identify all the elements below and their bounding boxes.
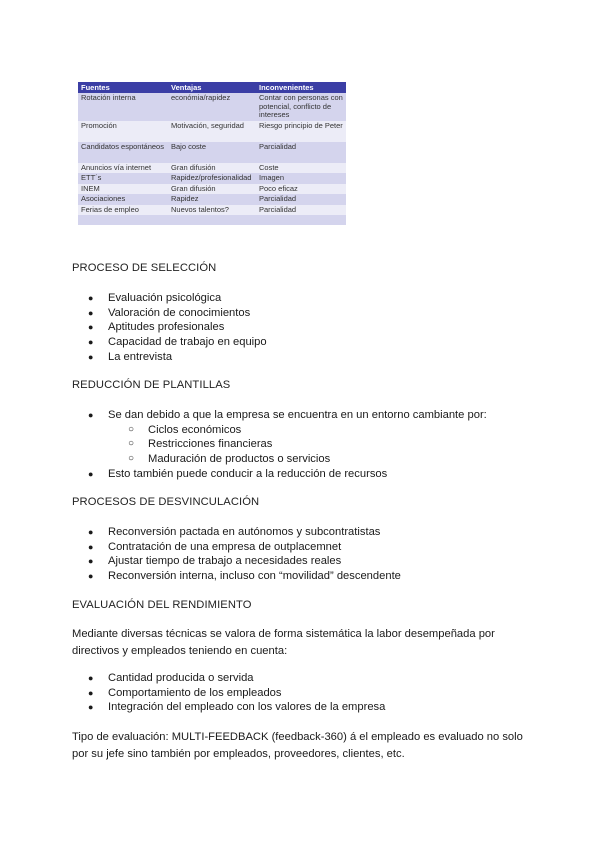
list-item	[88, 700, 385, 715]
table-cell: Contar con personas con potencial, conflicto de intereses	[256, 93, 346, 121]
table-cell: Candidatos espontáneos	[78, 142, 168, 163]
sublist-item	[128, 423, 487, 438]
list-item-text: Reconversión interna, incluso con “movilidad” descendente	[108, 570, 401, 583]
list-item-text: Capacidad de trabajo en equipo	[108, 336, 267, 349]
table-row	[78, 215, 346, 225]
list-item	[88, 540, 401, 555]
bullet-icon: ●	[88, 687, 94, 698]
list-item-text: Ciclos económicos	[148, 423, 242, 436]
bullet-icon: ●	[88, 702, 94, 713]
table-row	[78, 194, 346, 205]
list-item	[88, 467, 487, 482]
list-item	[88, 291, 267, 306]
list-item-text: Ajustar tiempo de trabajo a necesidades reales	[108, 555, 342, 568]
table-cell	[168, 215, 256, 225]
evaluacion-intro-paragraph: Mediante diversas técnicas se valora de forma sistemática la labor desempeñada por directivos y empleados teniendo en cuenta:	[72, 628, 495, 657]
list-item	[88, 320, 267, 335]
list-item-text: Reconversión pactada en autónomos y subcontratistas	[108, 526, 381, 538]
desvinculacion-list	[88, 525, 401, 584]
table-cell: Imagen	[256, 173, 346, 184]
evaluacion-closing-paragraph: Tipo de evaluación: MULTI-FEEDBACK (feedback-360) á el empleado es evaluado no solo por su jefe sino también por empleados, proveedores, clientes, etc.	[72, 731, 523, 760]
table-cell: económia/rapidez	[168, 93, 256, 121]
list-item	[88, 569, 401, 584]
table-cell: Rapidez	[168, 194, 256, 205]
seleccion-list	[88, 291, 267, 365]
sublist-item	[128, 437, 487, 452]
table-cell: Anuncios vía internet	[78, 163, 168, 174]
bullet-icon: ●	[88, 556, 94, 567]
list-item	[88, 335, 267, 350]
list-item	[88, 554, 401, 569]
list-item-text: Comportamiento de los empleados	[108, 686, 282, 699]
reduccion-list	[88, 408, 487, 482]
table-cell: Motivación, seguridad	[168, 121, 256, 142]
reduccion-sublist	[128, 423, 487, 467]
section-heading-reduccion: REDUCCIÓN DE PLANTILLAS	[72, 379, 231, 391]
section-heading-desvinculacion: PROCESOS DE DESVINCULACIÓN	[72, 496, 260, 508]
table-cell: Promoción	[78, 121, 168, 142]
sublist-item	[128, 452, 487, 467]
list-item-text: Integración del empleado con los valores de la empresa	[108, 701, 386, 714]
list-item	[88, 350, 267, 365]
table-header-row	[78, 82, 346, 93]
table-cell: Gran difusión	[168, 163, 256, 174]
table-cell: Bajo coste	[168, 142, 256, 163]
bullet-icon: ●	[88, 673, 94, 683]
table-row	[78, 184, 346, 195]
table-cell: INEM	[78, 184, 168, 195]
list-item-text: Restricciones financieras	[148, 438, 273, 451]
list-item	[88, 686, 385, 701]
list-item	[88, 408, 487, 467]
table-cell: Ferias de empleo	[78, 205, 168, 216]
bullet-icon: ●	[88, 307, 94, 318]
bullet-icon: ●	[88, 293, 94, 303]
list-item-text: Maduración de productos o servicios	[148, 453, 331, 466]
table-cell: ETT´s	[78, 173, 168, 184]
table-cell: Asociaciones	[78, 194, 168, 205]
list-item-text: Evaluación psicológica	[108, 292, 222, 304]
table-row	[78, 205, 346, 216]
table-cell: Parcialidad	[256, 142, 346, 163]
list-item-text: Valoración de conocimientos	[108, 306, 251, 319]
bullet-icon: ●	[88, 541, 94, 552]
list-item	[88, 306, 267, 321]
table-row	[78, 142, 346, 163]
table-cell: Poco eficaz	[256, 184, 346, 195]
table-cell: Rotación interna	[78, 93, 168, 121]
table-header-cell: Fuentes	[78, 82, 168, 93]
list-item-text: Cantidad producida o servida	[108, 672, 254, 684]
table-cell: Parcialidad	[256, 194, 346, 205]
table-cell: Coste	[256, 163, 346, 174]
list-item-text: Se dan debido a que la empresa se encuentra en un entorno cambiante por:	[108, 409, 487, 421]
bullet-icon: ●	[88, 410, 94, 420]
bullet-icon: ●	[88, 351, 94, 362]
table-cell: Parcialidad	[256, 205, 346, 216]
table-cell: Riesgo principio de Peter	[256, 121, 346, 142]
table-cell: Gran difusión	[168, 184, 256, 195]
table-row	[78, 121, 346, 142]
bullet-icon: ●	[88, 571, 94, 582]
bullet-icon: ●	[88, 468, 94, 479]
table-cell: Nuevos talentos?	[168, 205, 256, 216]
hollow-bullet-icon: ○	[128, 423, 135, 435]
table-cell	[256, 215, 346, 225]
list-item-text: Aptitudes profesionales	[108, 321, 225, 334]
bullet-icon: ●	[88, 337, 94, 348]
table-row	[78, 163, 346, 174]
table-header-cell: Inconvenientes	[256, 82, 346, 93]
table-cell	[78, 215, 168, 225]
table-header-cell: Ventajas	[168, 82, 256, 93]
recruitment-sources-table	[78, 82, 346, 225]
table-row	[78, 93, 346, 121]
hollow-bullet-icon: ○	[128, 453, 135, 465]
bullet-icon: ●	[88, 527, 94, 537]
hollow-bullet-icon: ○	[128, 438, 135, 450]
table-cell: Rapidez/profesionalidad	[168, 173, 256, 184]
evaluacion-list	[88, 671, 385, 715]
bullet-icon: ●	[88, 322, 94, 333]
list-item-text: La entrevista	[108, 350, 173, 363]
list-item	[88, 525, 401, 540]
list-item-text: Contratación de una empresa de outplacemnet	[108, 540, 342, 553]
section-heading-seleccion: PROCESO DE SELECCIÓN	[72, 262, 217, 274]
table-row	[78, 173, 346, 184]
section-heading-evaluacion: EVALUACIÓN DEL RENDIMIENTO	[72, 599, 252, 611]
list-item	[88, 671, 385, 686]
list-item-text: Esto también puede conducir a la reducción de recursos	[108, 467, 388, 480]
